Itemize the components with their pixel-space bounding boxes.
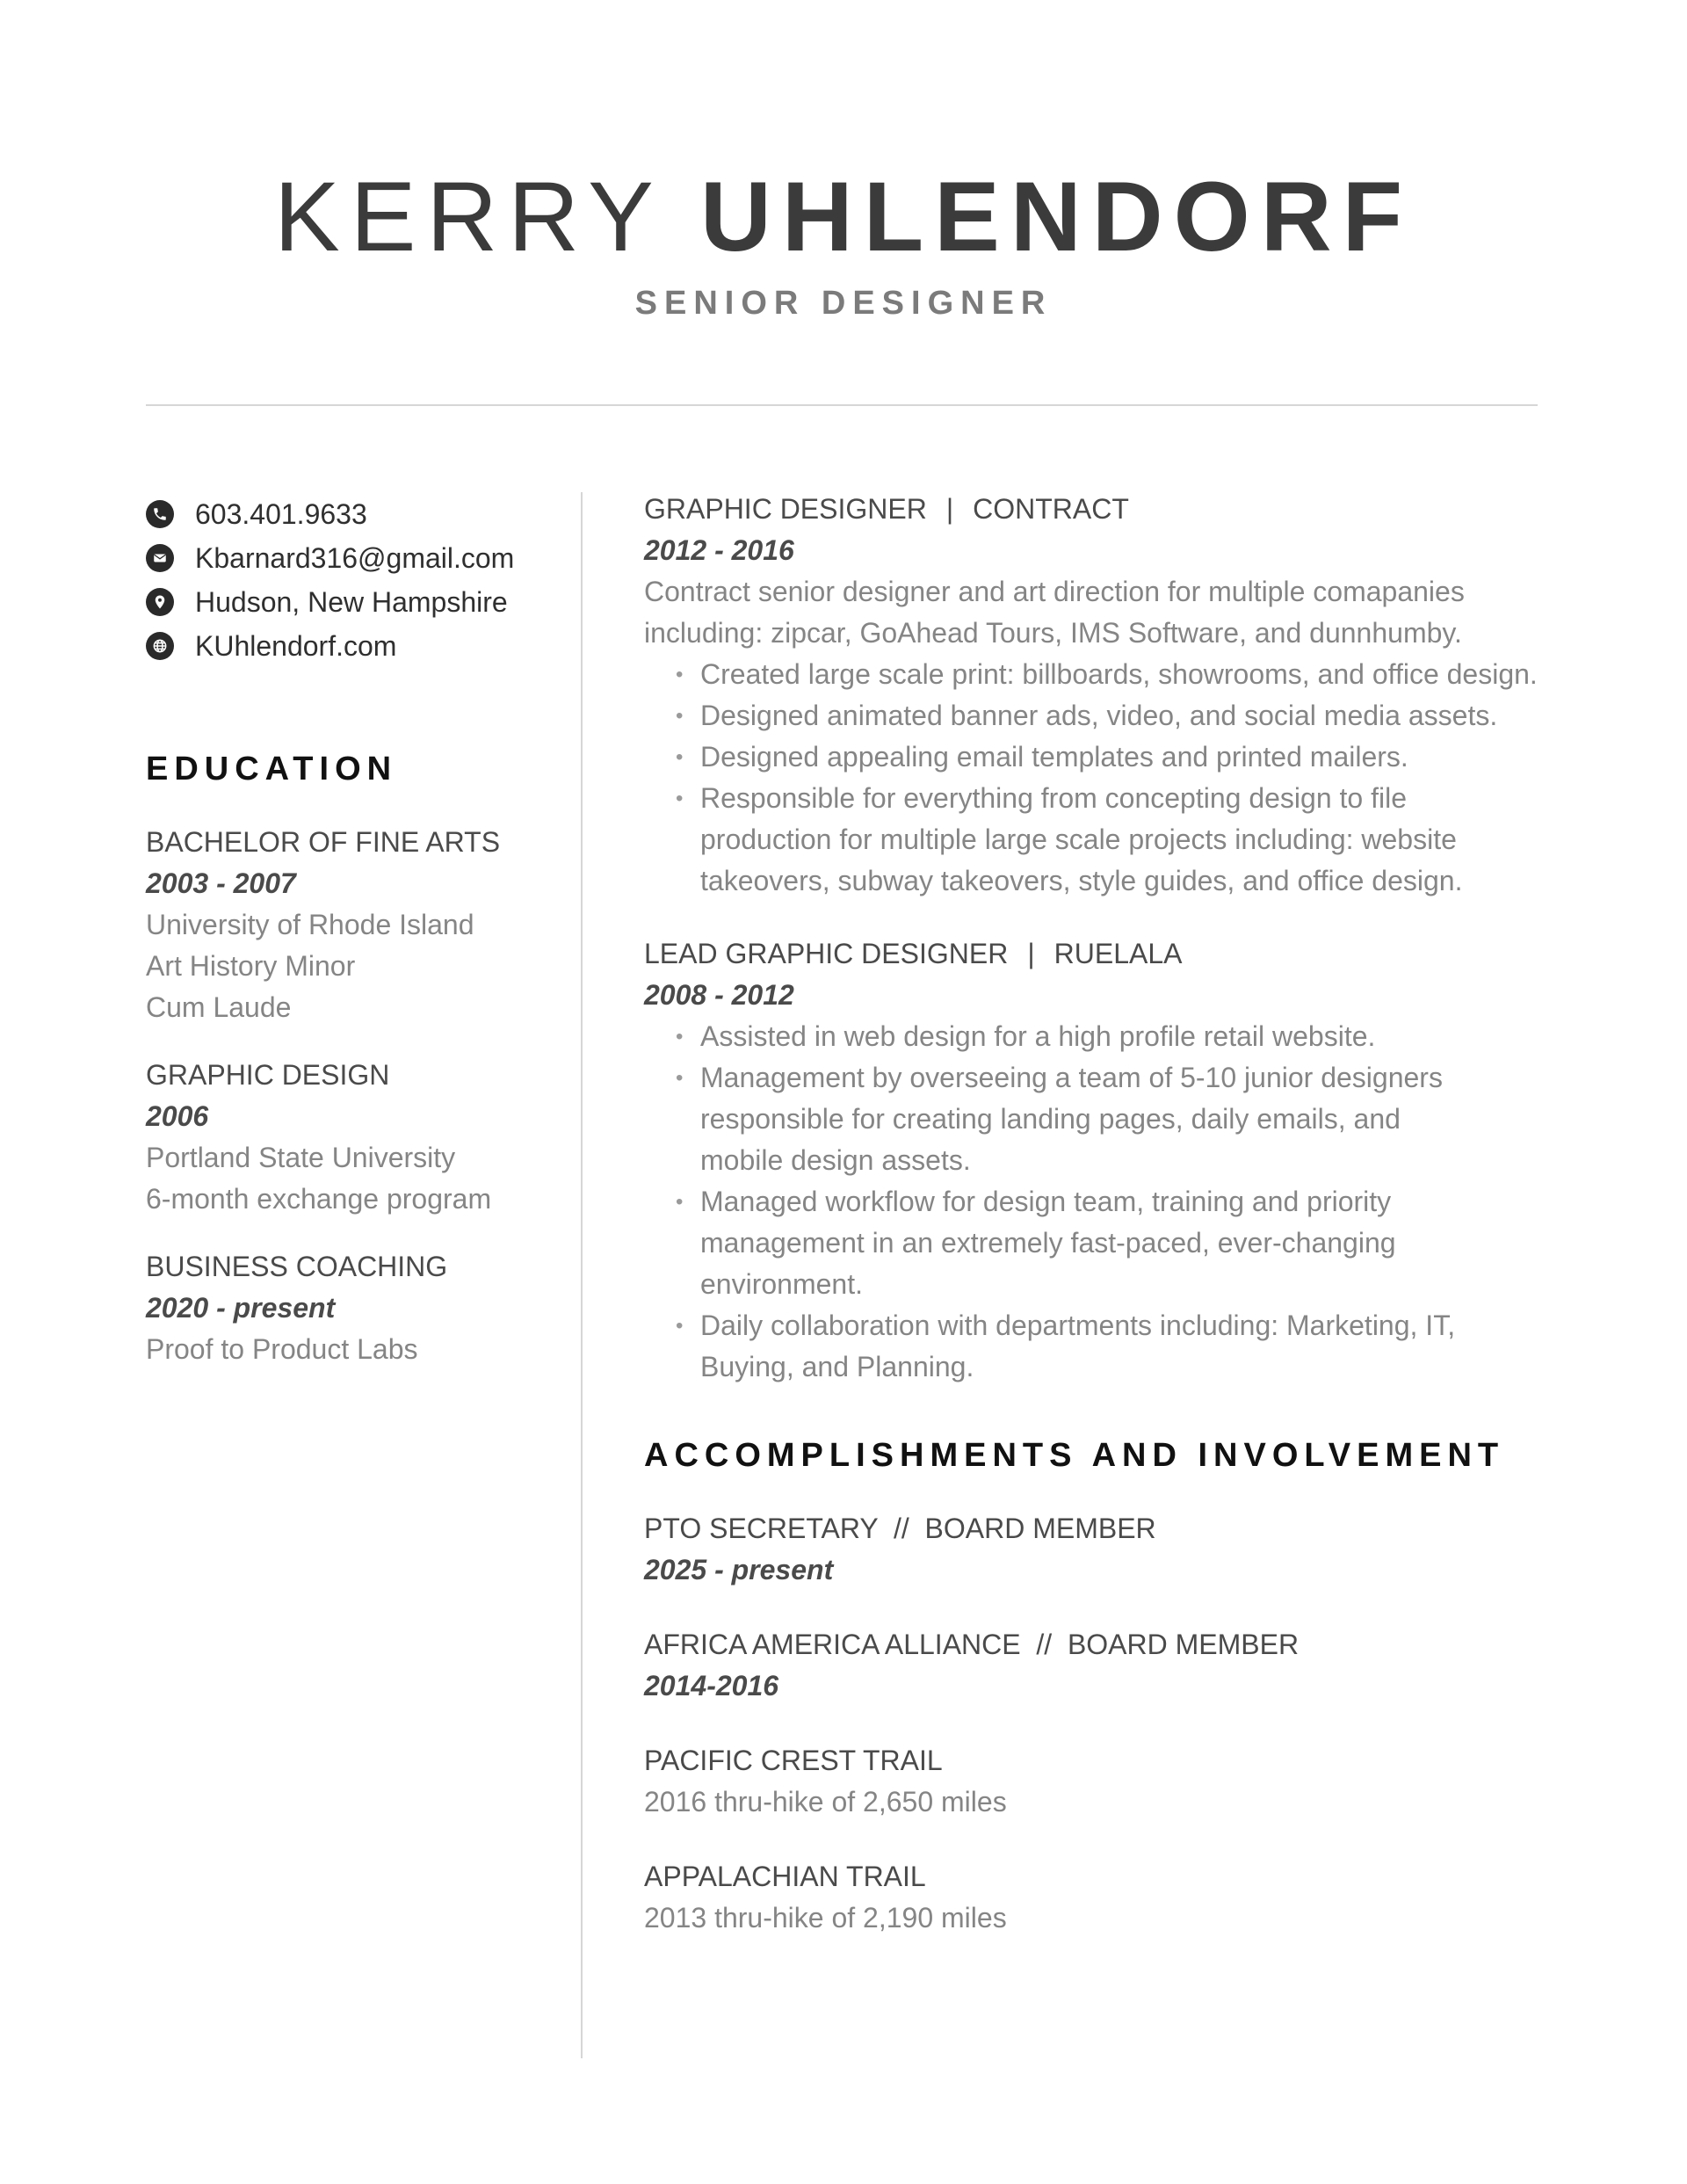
job-bullet xyxy=(644,654,1558,695)
contact-website xyxy=(146,624,559,668)
job-role: LEAD GRAPHIC DESIGNER xyxy=(644,938,1009,969)
job-bullet xyxy=(644,778,1558,902)
degree-date: 2006 xyxy=(146,1100,209,1132)
education-entry xyxy=(146,1246,559,1370)
email-address[interactable]: Kbarnard316@gmail.com xyxy=(195,542,515,574)
bullet-line: Created large scale print: billboards, showrooms, and office design. xyxy=(700,658,1538,690)
degree-title: BACHELOR OF FINE ARTS xyxy=(146,826,501,858)
bullet-line: mobile design assets. xyxy=(700,1144,971,1176)
accomplishment-date: 2025 - present xyxy=(644,1554,834,1585)
education-heading: EDUCATION xyxy=(146,751,398,787)
job-separator: | xyxy=(1027,938,1035,969)
full-name xyxy=(0,160,1687,274)
accomplishment-title: APPALACHIAN TRAIL xyxy=(644,1861,926,1892)
bullet-line: • Management by overseeing a team of 5-10 junior designers xyxy=(700,1062,1443,1093)
last-name: UHLENDORF xyxy=(699,162,1413,272)
degree-date: 2003 - 2007 xyxy=(146,867,296,899)
job-company: RUELALA xyxy=(1053,938,1183,969)
job-role: GRAPHIC DESIGNER xyxy=(644,493,927,525)
job-separator: | xyxy=(945,493,954,525)
accomplishment-detail: 2013 thru-hike of 2,190 miles xyxy=(644,1902,1007,1934)
contact-location xyxy=(146,580,559,624)
bullet-line: takeovers, subway takeovers, style guides, and office design. xyxy=(700,865,1463,896)
job-bullet xyxy=(644,1305,1558,1388)
experience-entry xyxy=(644,489,1558,902)
bullet-line: • Responsible for everything from concepting design to file xyxy=(700,782,1407,814)
accomplishment-entry xyxy=(644,1624,1558,1707)
bullet-line: responsible for creating landing pages, daily emails, and xyxy=(700,1103,1401,1135)
education-entry xyxy=(146,1055,559,1220)
accomplishment-title: PTO SECRETARY // BOARD MEMBER xyxy=(644,1513,1156,1544)
degree-date: 2020 - present xyxy=(146,1292,336,1324)
bullet-line: Designed animated banner ads, video, and social media assets. xyxy=(700,700,1498,731)
degree-title: BUSINESS COACHING xyxy=(146,1251,448,1282)
job-date: 2012 - 2016 xyxy=(644,534,794,566)
accomplishment-date: 2014-2016 xyxy=(644,1670,779,1701)
bullet-line: environment. xyxy=(700,1268,863,1300)
accomplishment-detail: 2016 thru-hike of 2,650 miles xyxy=(644,1786,1007,1818)
globe-icon xyxy=(146,632,174,660)
degree-detail: Portland State University xyxy=(146,1142,456,1173)
location-pin-icon xyxy=(146,588,174,616)
job-heading xyxy=(644,489,1558,530)
left-column xyxy=(146,492,559,1370)
accomplishment-title: AFRICA AMERICA ALLIANCE // BOARD MEMBER xyxy=(644,1629,1300,1660)
phone-icon xyxy=(146,500,174,528)
bullet-line: Assisted in web design for a high profile retail website. xyxy=(700,1020,1376,1052)
job-company: CONTRACT xyxy=(973,493,1129,525)
bullet-line: Buying, and Planning. xyxy=(700,1351,974,1382)
job-heading xyxy=(644,933,1558,975)
bullet-line: Designed appealing email templates and printed mailers. xyxy=(700,741,1408,773)
website-link[interactable]: KUhlendorf.com xyxy=(195,630,397,662)
accomplishment-entry xyxy=(644,1856,1558,1939)
right-column xyxy=(644,489,1558,1939)
contact-email xyxy=(146,536,559,580)
contact-list xyxy=(146,492,559,668)
degree-detail: Proof to Product Labs xyxy=(146,1333,418,1365)
bullet-line: production for multiple large scale projects including: website xyxy=(700,824,1457,855)
bullet-line: • Managed workflow for design team, training and priority xyxy=(700,1186,1392,1217)
job-bullet xyxy=(644,1016,1558,1057)
education-entry xyxy=(146,822,559,1028)
job-summary-line: Contract senior designer and art direction for multiple comapanies xyxy=(644,576,1465,607)
bullet-line: • Daily collaboration with departments including: Marketing, IT, xyxy=(700,1310,1456,1341)
job-bullet xyxy=(644,1181,1558,1305)
job-summary-line: including: zipcar, GoAhead Tours, IMS Software, and dunnhumby. xyxy=(644,617,1462,649)
degree-detail: Art History Minor xyxy=(146,950,356,982)
accomplishment-title: PACIFIC CREST TRAIL xyxy=(644,1745,943,1776)
job-bullet xyxy=(644,736,1558,778)
accomplishment-entry xyxy=(644,1508,1558,1591)
first-name: KERRY xyxy=(273,162,662,272)
experience-entry xyxy=(644,933,1558,1388)
location-text: Hudson, New Hampshire xyxy=(195,586,508,618)
job-bullets xyxy=(644,1016,1558,1388)
header-divider xyxy=(146,404,1538,406)
email-icon xyxy=(146,544,174,572)
bullet-line: management in an extremely fast-paced, ever-changing xyxy=(700,1227,1396,1259)
degree-detail: University of Rhode Island xyxy=(146,909,474,940)
degree-detail: 6-month exchange program xyxy=(146,1183,492,1215)
contact-phone xyxy=(146,492,559,536)
job-bullets xyxy=(644,654,1558,902)
job-bullet xyxy=(644,1057,1558,1181)
accomplishment-entry xyxy=(644,1740,1558,1823)
column-divider xyxy=(581,492,583,2058)
job-date: 2008 - 2012 xyxy=(644,979,794,1011)
degree-detail: Cum Laude xyxy=(146,991,292,1023)
accomplishments-heading: ACCOMPLISHMENTS AND INVOLVEMENT xyxy=(644,1437,1505,1474)
degree-title: GRAPHIC DESIGN xyxy=(146,1059,390,1091)
job-title-subtitle: SENIOR DESIGNER xyxy=(634,285,1053,322)
phone-number[interactable]: 603.401.9633 xyxy=(195,498,367,530)
job-bullet xyxy=(644,695,1558,736)
